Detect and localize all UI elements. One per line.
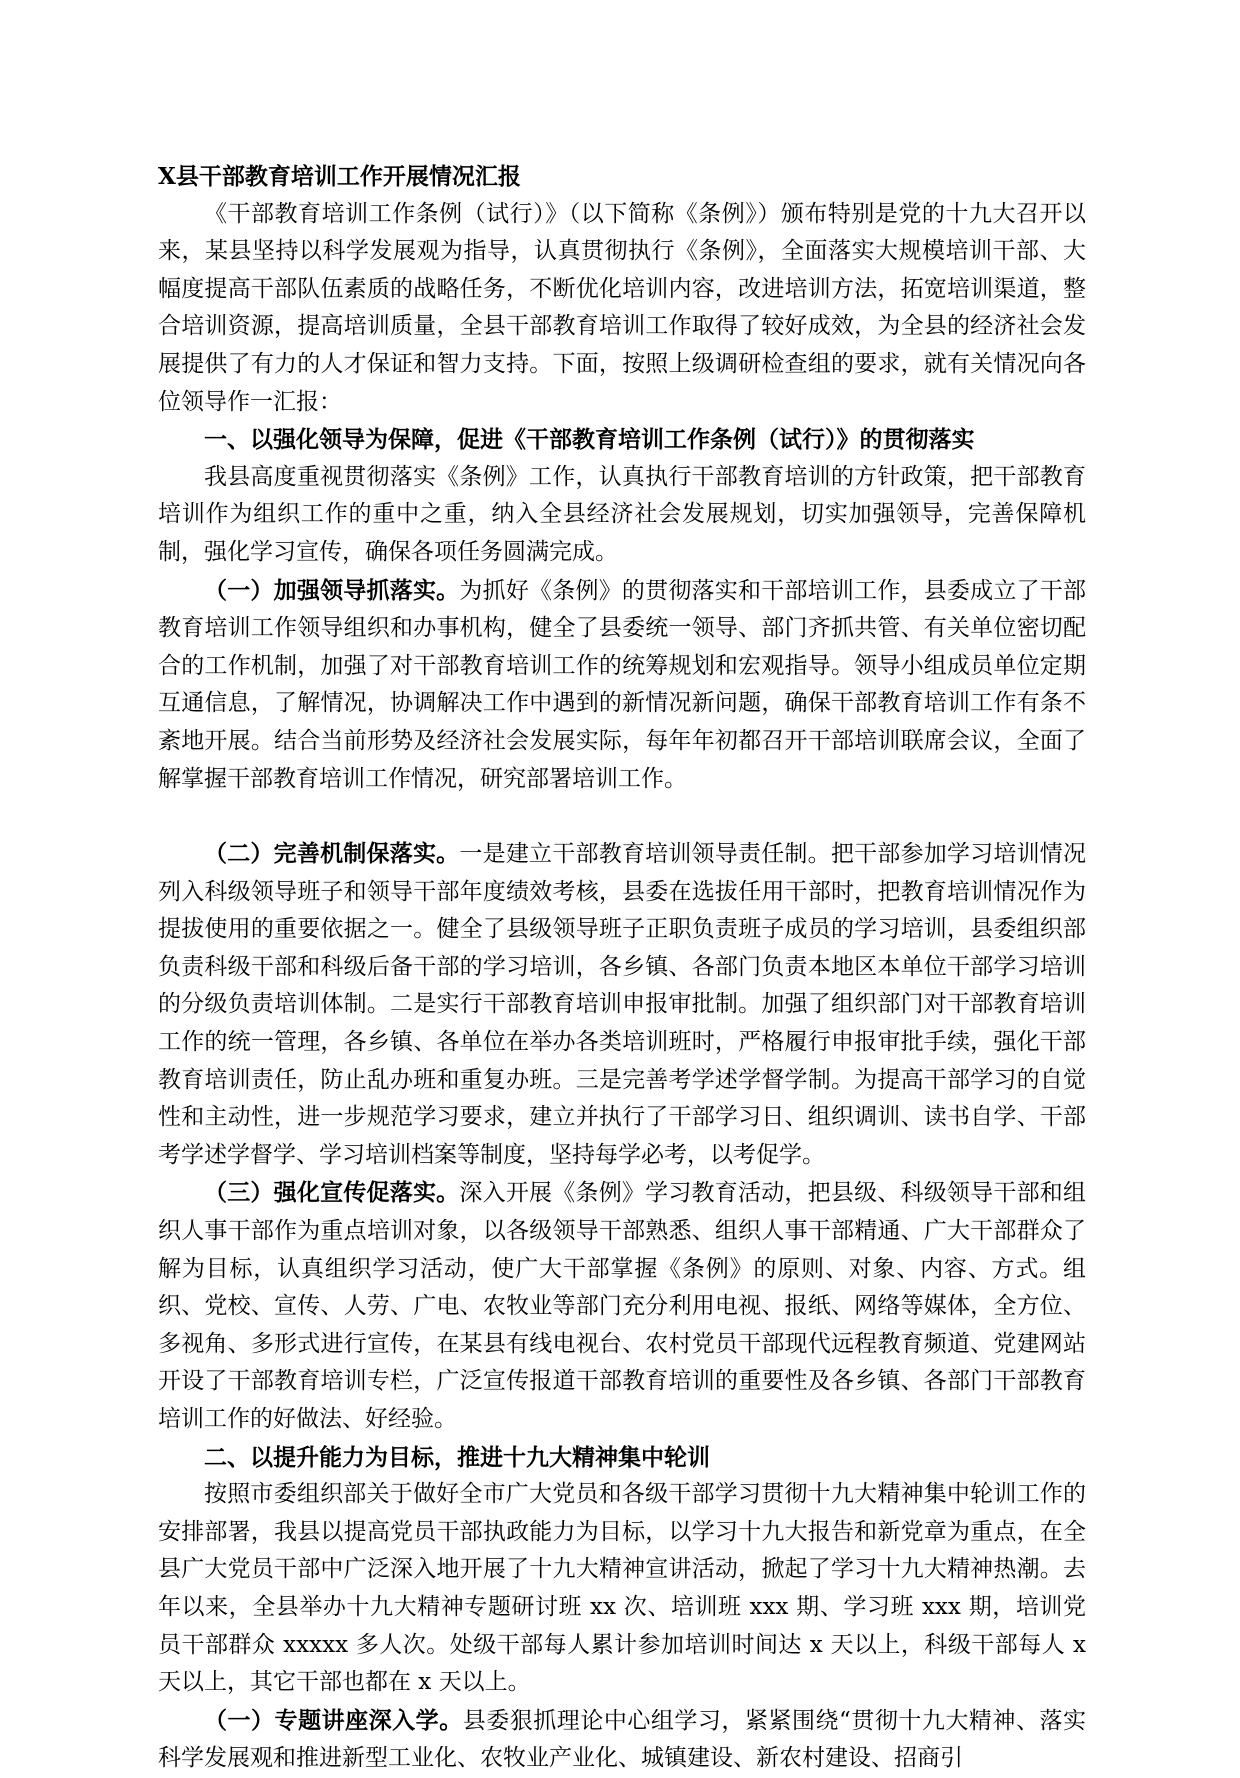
section-1-sub-2	[158, 835, 1086, 1174]
section-1-sub-1-title: （一）加强领导抓落实。	[204, 576, 460, 604]
document-page	[158, 158, 1086, 1778]
document-title: X县干部教育培训工作开展情况汇报	[158, 163, 521, 190]
section-1-sub-3	[158, 1174, 1086, 1438]
blank-line	[158, 798, 1086, 835]
section-1-sub-3-title: （三）强化宣传促落实。	[204, 1179, 460, 1207]
section-2-sub-1-title: （一）专题讲座深入学。	[204, 1706, 463, 1734]
section-1-sub-2-body: 一是建立干部教育培训领导责任制。把干部参加学习培训情况列入科级领导班子和领导干部年度绩效考核，县委在选拔任用干部时，把教育培训情况作为提拔使用的重要依据之一。健全了县级领导班子正职负责班子成员的学习培训，县委组织部负责科级干部和科级后备干部的学习培训，各乡镇、各部门负责本地区本单位干部学习培训的分级负责培训体制。二是实行干部教育培训申报审批制。加强了组织部门对干部教育培训工作的统一管理，各乡镇、各单位在举办各类培训班时，严格履行申报审批手续，强化干部教育培训责任，防止乱办班和重复办班。三是完善考学述学督学制。为提高干部学习的自觉性和主动性，进一步规范学习要求，建立并执行了干部学习日、组织调训、读书自学、干部考学述学督学、学习培训档案等制度，坚持每学必考，以考促学。	[158, 841, 1087, 1168]
section-1-intro: 我县高度重视贯彻落实《条例》工作，认真执行干部教育培训的方针政策，把干部教育培训作为组织工作的重中之重，纳入全县经济社会发展规划，切实加强领导，完善保障机制，强化学习宣传，确保各项任务圆满完成。	[158, 463, 1086, 565]
section-1-sub-1-body: 为抓好《条例》的贯彻落实和干部培训工作，县委成立了干部教育培训工作领导组织和办事机构，健全了县委统一领导、部门齐抓共管、有关单位密切配合的工作机制，加强了对干部教育培训工作的统筹规划和宏观指导。领导小组成员单位定期互通信息，了解情况，协调解决工作中遇到的新情况新问题，确保干部教育培训工作有条不紊地开展。结合当前形势及经济社会发展实际，每年年初都召开干部培训联席会议，全面了解掌握干部教育培训工作情况，研究部署培训工作。	[158, 577, 1087, 792]
section-2-intro: 按照市委组织部关于做好全市广大党员和各级干部学习贯彻十九大精神集中轮训工作的安排部署，我县以提高党员干部执政能力为目标，以学习十九大报告和新党章为重点，在全县广大党员干部中广泛深入地开展了十九大精神宣讲活动，掀起了学习十九大精神热潮。去年以来，全县举办十九大精神专题研讨班 xx 次、培训班 xxx 期、学习班 xxx 期，培训党员干部群众 xxxxx 多人次。处级干部每人累计参加培训时间达 x 天以上，科级干部每人 x 天以上，其它干部也都在 x 天以上。	[158, 1481, 1086, 1696]
section-1-heading: 一、以强化领导为保障，促进《干部教育培训工作条例（试行）》的贯彻落实	[204, 426, 975, 454]
section-2-sub-1	[158, 1702, 1086, 1778]
section-1-sub-1	[158, 572, 1086, 799]
section-2-heading: 二、以提升能力为目标，推进十九大精神集中轮训	[204, 1443, 710, 1471]
section-1-sub-2-title: （二）完善机制保落实。	[204, 840, 460, 868]
section-2-sub-1-body: 县委狠抓理论中心组学习，紧紧围绕“贯彻十九大精神、落实科学发展观和推进新型工业化、农牧业产业化、城镇建设、新农村建设、招商引	[158, 1707, 1086, 1772]
section-1-sub-3-body: 深入开展《条例》学习教育活动，把县级、科级领导干部和组织人事干部作为重点培训对象，以各级领导干部熟悉、组织人事干部精通、广大干部群众了解为目标，认真组织学习活动，使广大干部掌握《条例》的原则、对象、内容、方式。组织、党校、宣传、人劳、广电、农牧业等部门充分利用电视、报纸、网络等媒体，全方位、多视角、多形式进行宣传，在某县有线电视台、农村党员干部现代远程教育频道、党建网站开设了干部教育培训专栏，广泛宣传报道干部教育培训的重要性及各乡镇、各部门干部教育培训工作的好做法、好经验。	[158, 1180, 1087, 1432]
intro-paragraph: 《干部教育培训工作条例（试行）》（以下简称《条例》）颁布特别是党的十九大召开以来，某县坚持以科学发展观为指导，认真贯彻执行《条例》，全面落实大规模培训干部、大幅度提高干部队伍素质的战略任务，不断优化培训内容，改进培训方法，拓宽培训渠道，整合培训资源，提高培训质量，全县干部教育培训工作取得了较好成效，为全县的经济社会发展提供了有力的人才保证和智力支持。下面，按照上级调研检查组的要求，就有关情况向各位领导作一汇报：	[158, 200, 1086, 415]
